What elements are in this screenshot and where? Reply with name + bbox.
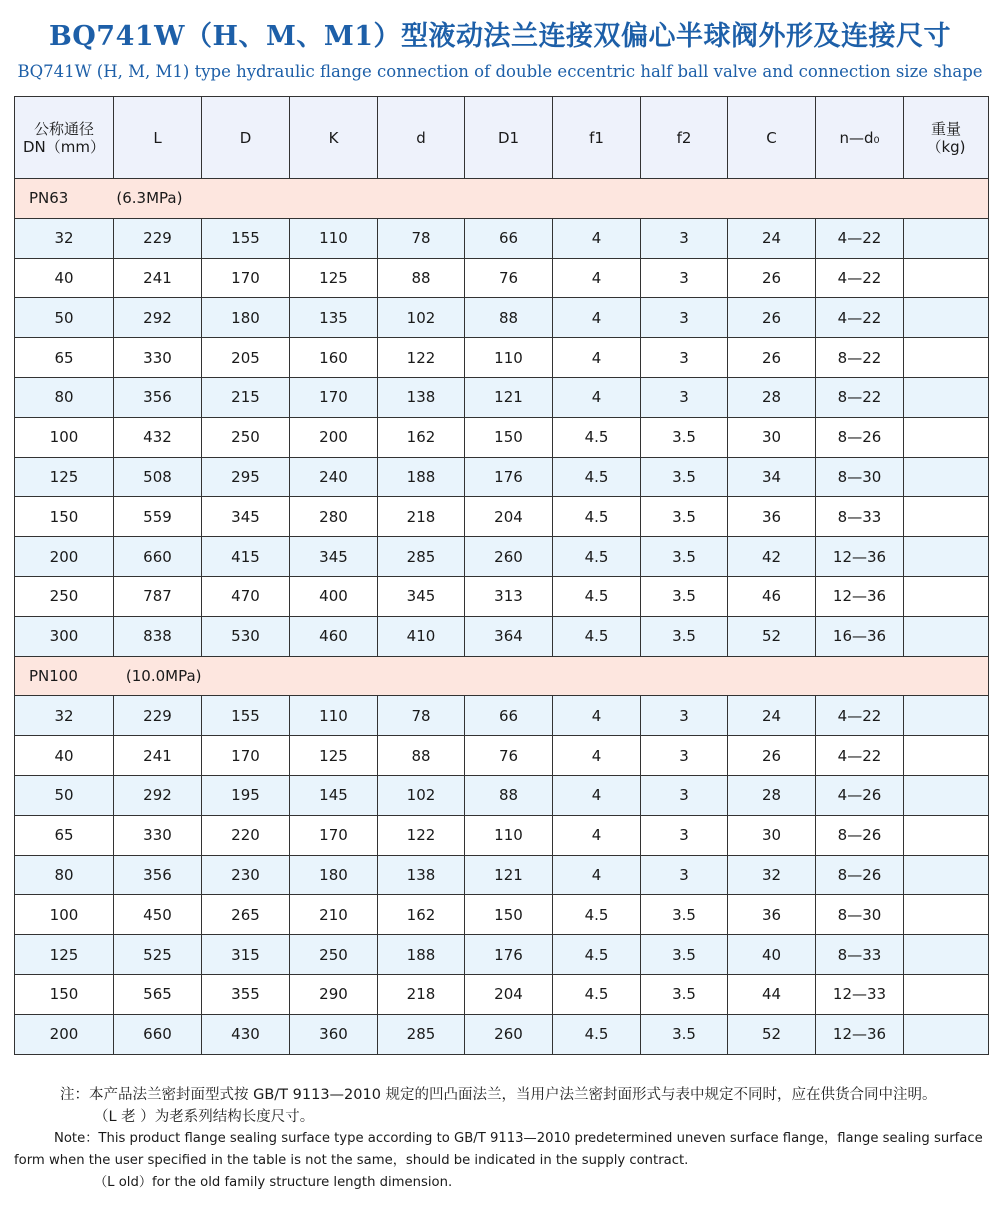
column-header-label: K <box>328 128 339 147</box>
table-cell: 125 <box>15 457 114 497</box>
table-cell: 34 <box>728 457 816 497</box>
table-cell: 102 <box>378 298 465 338</box>
table-cell: 3.5 <box>641 935 728 975</box>
table-cell: 110 <box>465 815 553 855</box>
table-cell: 292 <box>114 775 202 815</box>
table-cell: 12—36 <box>816 537 904 577</box>
table-cell: 360 <box>290 1014 378 1054</box>
table-cell: 345 <box>378 576 465 616</box>
table-cell: 3 <box>641 258 728 298</box>
table-cell: 313 <box>465 576 553 616</box>
table-cell: 4—22 <box>816 298 904 338</box>
table-cell: 66 <box>465 696 553 736</box>
table-cell: 4.5 <box>553 417 641 457</box>
table-cell: 100 <box>15 895 114 935</box>
table-cell: 3.5 <box>641 497 728 537</box>
table-cell: 28 <box>728 377 816 417</box>
table-cell: 180 <box>202 298 290 338</box>
table-cell: 4.5 <box>553 537 641 577</box>
table-cell: 135 <box>290 298 378 338</box>
table-cell: 8—30 <box>816 895 904 935</box>
table-cell: 52 <box>728 616 816 656</box>
table-cell: 4—22 <box>816 736 904 776</box>
table-cell: 660 <box>114 1014 202 1054</box>
header-row <box>15 97 989 179</box>
table-row <box>15 497 989 537</box>
table-cell: 3 <box>641 775 728 815</box>
table-cell: 432 <box>114 417 202 457</box>
pressure-value: (10.0MPa) <box>125 666 202 685</box>
table-row <box>15 616 989 656</box>
table-cell: 285 <box>378 537 465 577</box>
column-header <box>15 97 114 179</box>
table-cell: 125 <box>15 935 114 975</box>
page-title: BQ741W（H、M、M1）型液动法兰连接双偏心半球阀外形及连接尺寸 <box>48 21 952 52</box>
table-cell: 364 <box>465 616 553 656</box>
table-cell: 218 <box>378 497 465 537</box>
table-cell: 3.5 <box>641 576 728 616</box>
table-cell: 8—30 <box>816 457 904 497</box>
table-cell: 44 <box>728 974 816 1014</box>
table-cell: 330 <box>114 815 202 855</box>
table-cell: 26 <box>728 258 816 298</box>
table-cell: 345 <box>290 537 378 577</box>
table-cell: 525 <box>114 935 202 975</box>
pressure-class-label: PN63 <box>29 189 69 208</box>
table-cell: 188 <box>378 935 465 975</box>
table-cell: 3.5 <box>641 537 728 577</box>
column-header <box>553 97 641 179</box>
table-cell: 121 <box>465 855 553 895</box>
table-cell: 150 <box>15 974 114 1014</box>
table-cell: 8—33 <box>816 497 904 537</box>
table-row <box>15 974 989 1014</box>
table-cell: 356 <box>114 855 202 895</box>
table-cell: 4—22 <box>816 218 904 258</box>
table-cell: 102 <box>378 775 465 815</box>
table-cell: 4 <box>553 696 641 736</box>
table-cell: 200 <box>15 537 114 577</box>
table-cell: 241 <box>114 736 202 776</box>
table-cell: 150 <box>15 497 114 537</box>
table-cell: 4 <box>553 338 641 378</box>
note-en-old: （L old）for the old family structure length dimension. <box>94 1175 453 1190</box>
table-cell: 50 <box>15 298 114 338</box>
table-cell: 4 <box>553 855 641 895</box>
table-cell: 4—22 <box>816 258 904 298</box>
table-cell: 122 <box>378 815 465 855</box>
table-row <box>15 895 989 935</box>
table-row <box>15 855 989 895</box>
table-cell <box>904 417 989 457</box>
table-row <box>15 338 989 378</box>
table-cell: 280 <box>290 497 378 537</box>
table-cell: 345 <box>202 497 290 537</box>
table-cell: 250 <box>290 935 378 975</box>
table-cell: 787 <box>114 576 202 616</box>
table-cell: 170 <box>202 736 290 776</box>
column-header <box>904 97 989 179</box>
table-cell: 4 <box>553 736 641 776</box>
table-cell: 250 <box>15 576 114 616</box>
table-cell: 40 <box>15 736 114 776</box>
column-header-label: D <box>239 128 252 147</box>
table-cell: 46 <box>728 576 816 616</box>
table-cell: 32 <box>15 218 114 258</box>
table-cell: 65 <box>15 338 114 378</box>
table-cell: 78 <box>378 696 465 736</box>
table-cell: 24 <box>728 696 816 736</box>
table-cell: 78 <box>378 218 465 258</box>
notes-section <box>14 1084 990 1194</box>
table-cell: 3 <box>641 736 728 776</box>
table-cell: 530 <box>202 616 290 656</box>
table-cell: 400 <box>290 576 378 616</box>
column-header-unit: DN（mm） <box>23 137 105 156</box>
table-cell: 3 <box>641 815 728 855</box>
table-cell: 145 <box>290 775 378 815</box>
table-cell: 110 <box>290 696 378 736</box>
table-cell: 4.5 <box>553 895 641 935</box>
column-header <box>465 97 553 179</box>
table-cell: 42 <box>728 537 816 577</box>
column-header-label: 公称通径 <box>33 119 94 138</box>
table-cell: 8—33 <box>816 935 904 975</box>
table-cell: 460 <box>290 616 378 656</box>
table-cell: 450 <box>114 895 202 935</box>
table-cell: 138 <box>378 855 465 895</box>
table-cell <box>904 935 989 975</box>
table-cell: 88 <box>465 775 553 815</box>
table-cell: 204 <box>465 497 553 537</box>
table-cell: 215 <box>202 377 290 417</box>
table-cell <box>904 1014 989 1054</box>
table-cell: 265 <box>202 895 290 935</box>
table-cell: 12—36 <box>816 1014 904 1054</box>
table-cell: 8—26 <box>816 815 904 855</box>
table-cell: 3 <box>641 338 728 378</box>
table-cell <box>904 377 989 417</box>
table-cell: 4—26 <box>816 775 904 815</box>
column-header-label: n—d₀ <box>839 128 880 147</box>
table-cell: 170 <box>290 377 378 417</box>
table-row <box>15 298 989 338</box>
table-cell: 180 <box>290 855 378 895</box>
table-cell: 240 <box>290 457 378 497</box>
pressure-value: (6.3MPa) <box>116 189 183 208</box>
table-cell: 230 <box>202 855 290 895</box>
table-cell: 30 <box>728 417 816 457</box>
table-cell: 4 <box>553 815 641 855</box>
table-cell: 4 <box>553 298 641 338</box>
table-cell: 3 <box>641 377 728 417</box>
table-cell: 100 <box>15 417 114 457</box>
table-cell: 241 <box>114 258 202 298</box>
table-cell: 4 <box>553 218 641 258</box>
table-cell: 110 <box>290 218 378 258</box>
table-cell: 4 <box>553 377 641 417</box>
pressure-group-cell <box>15 656 989 696</box>
table-cell: 200 <box>15 1014 114 1054</box>
table-cell: 470 <box>202 576 290 616</box>
table-cell: 24 <box>728 218 816 258</box>
table-cell: 4.5 <box>553 935 641 975</box>
table-cell: 188 <box>378 457 465 497</box>
table-cell: 52 <box>728 1014 816 1054</box>
table-cell: 80 <box>15 377 114 417</box>
table-cell: 205 <box>202 338 290 378</box>
table-cell: 155 <box>202 696 290 736</box>
table-cell: 110 <box>465 338 553 378</box>
column-header-unit: （kg) <box>926 137 966 156</box>
column-header-label: f1 <box>589 128 604 147</box>
table-cell: 220 <box>202 815 290 855</box>
table-cell: 40 <box>728 935 816 975</box>
table-cell <box>904 537 989 577</box>
table-cell: 660 <box>114 537 202 577</box>
table-cell: 229 <box>114 696 202 736</box>
table-cell: 138 <box>378 377 465 417</box>
table-cell: 260 <box>465 1014 553 1054</box>
table-cell: 80 <box>15 855 114 895</box>
table-cell: 4.5 <box>553 457 641 497</box>
table-cell: 150 <box>465 895 553 935</box>
column-header <box>202 97 290 179</box>
table-cell: 36 <box>728 895 816 935</box>
table-cell: 26 <box>728 736 816 776</box>
table-cell: 300 <box>15 616 114 656</box>
table-cell: 290 <box>290 974 378 1014</box>
table-row <box>15 537 989 577</box>
table-cell: 121 <box>465 377 553 417</box>
table-cell <box>904 736 989 776</box>
table-row <box>15 935 989 975</box>
table-row <box>15 815 989 855</box>
table-cell <box>904 895 989 935</box>
table-cell: 26 <box>728 338 816 378</box>
pressure-group-row <box>15 656 989 696</box>
table-cell: 3.5 <box>641 457 728 497</box>
table-cell: 162 <box>378 417 465 457</box>
table-cell: 170 <box>202 258 290 298</box>
column-header <box>641 97 728 179</box>
table-cell: 565 <box>114 974 202 1014</box>
table-cell: 200 <box>290 417 378 457</box>
table-cell: 40 <box>15 258 114 298</box>
table-cell <box>904 457 989 497</box>
table-cell: 415 <box>202 537 290 577</box>
table-cell: 125 <box>290 736 378 776</box>
column-header <box>728 97 816 179</box>
table-row <box>15 696 989 736</box>
table-cell: 50 <box>15 775 114 815</box>
table-cell: 285 <box>378 1014 465 1054</box>
column-header-label: 重量 <box>930 119 961 138</box>
table-cell: 229 <box>114 218 202 258</box>
column-header <box>816 97 904 179</box>
note-cn-old: （L 老 ）为老系列结构长度尺寸。 <box>94 1109 315 1125</box>
table-cell: 65 <box>15 815 114 855</box>
table-cell <box>904 258 989 298</box>
table-cell: 66 <box>465 218 553 258</box>
table-cell: 36 <box>728 497 816 537</box>
table-cell: 4.5 <box>553 1014 641 1054</box>
column-header-label: C <box>766 128 777 147</box>
pressure-group-cell <box>15 179 989 219</box>
note-en-main: Note：This product flange sealing surface type according to GB/T 9113—2010 predetermined uneven surface flange，flange sealing surface form when the user specified in the table is not the same，should be indicated in the supply contract. <box>14 1131 983 1168</box>
column-header-label: L <box>153 128 162 147</box>
table-cell: 12—33 <box>816 974 904 1014</box>
table-cell: 88 <box>378 258 465 298</box>
table-cell: 410 <box>378 616 465 656</box>
table-cell: 3 <box>641 696 728 736</box>
table-cell <box>904 298 989 338</box>
table-cell: 170 <box>290 815 378 855</box>
table-cell: 12—36 <box>816 576 904 616</box>
table-cell: 838 <box>114 616 202 656</box>
page-subtitle: BQ741W (H, M, M1) type hydraulic flange connection of double eccentric half ball valve and connection size shape <box>17 62 983 81</box>
table-cell: 8—26 <box>816 855 904 895</box>
table-cell: 4—22 <box>816 696 904 736</box>
dimension-table <box>14 96 989 1055</box>
table-cell: 4.5 <box>553 576 641 616</box>
table-cell: 195 <box>202 775 290 815</box>
table-cell: 125 <box>290 258 378 298</box>
table-cell <box>904 855 989 895</box>
table-cell: 150 <box>465 417 553 457</box>
column-header-label: d <box>416 128 426 147</box>
table-cell: 32 <box>15 696 114 736</box>
table-row <box>15 736 989 776</box>
table-cell: 292 <box>114 298 202 338</box>
table-row <box>15 218 989 258</box>
table-cell <box>904 218 989 258</box>
table-cell: 250 <box>202 417 290 457</box>
column-header <box>290 97 378 179</box>
table-cell: 26 <box>728 298 816 338</box>
table-cell: 4.5 <box>553 974 641 1014</box>
table-cell: 559 <box>114 497 202 537</box>
table-cell: 28 <box>728 775 816 815</box>
table-cell: 176 <box>465 935 553 975</box>
table-cell: 430 <box>202 1014 290 1054</box>
table-cell: 3.5 <box>641 417 728 457</box>
table-cell: 162 <box>378 895 465 935</box>
table-cell: 8—22 <box>816 377 904 417</box>
column-header <box>378 97 465 179</box>
table-cell: 3 <box>641 298 728 338</box>
table-cell: 155 <box>202 218 290 258</box>
table-cell: 3 <box>641 218 728 258</box>
table-cell <box>904 338 989 378</box>
table-row <box>15 258 989 298</box>
table-cell: 210 <box>290 895 378 935</box>
table-cell <box>904 974 989 1014</box>
table-cell: 330 <box>114 338 202 378</box>
column-header <box>114 97 202 179</box>
table-cell: 3 <box>641 855 728 895</box>
table-row <box>15 576 989 616</box>
table-cell: 508 <box>114 457 202 497</box>
table-cell <box>904 815 989 855</box>
table-cell: 122 <box>378 338 465 378</box>
table-row <box>15 417 989 457</box>
table-row <box>15 775 989 815</box>
table-cell: 4 <box>553 775 641 815</box>
table-cell: 32 <box>728 855 816 895</box>
table-cell <box>904 576 989 616</box>
column-header-label: f2 <box>676 128 692 147</box>
table-cell: 3.5 <box>641 974 728 1014</box>
column-header-label: D1 <box>497 128 520 147</box>
table-cell: 218 <box>378 974 465 1014</box>
table-cell: 3.5 <box>641 616 728 656</box>
table-cell: 3.5 <box>641 895 728 935</box>
table-cell: 3.5 <box>641 1014 728 1054</box>
table-cell: 260 <box>465 537 553 577</box>
table-cell: 76 <box>465 258 553 298</box>
table-cell: 4.5 <box>553 616 641 656</box>
table-cell: 295 <box>202 457 290 497</box>
table-cell <box>904 497 989 537</box>
table-cell: 315 <box>202 935 290 975</box>
pressure-group-row <box>15 179 989 219</box>
table-cell <box>904 775 989 815</box>
table-row <box>15 457 989 497</box>
note-cn-main: 注：本产品法兰密封面型式按 GB/T 9113—2010 规定的凹凸面法兰，当用户法兰密封面形式与表中规定不同时，应在供货合同中注明。 <box>60 1087 937 1103</box>
table-cell: 176 <box>465 457 553 497</box>
table-cell: 356 <box>114 377 202 417</box>
table-cell: 204 <box>465 974 553 1014</box>
table-cell: 160 <box>290 338 378 378</box>
table-cell: 355 <box>202 974 290 1014</box>
table-cell: 30 <box>728 815 816 855</box>
table-cell: 76 <box>465 736 553 776</box>
table-row <box>15 1014 989 1054</box>
table-cell: 4 <box>553 258 641 298</box>
table-cell: 4.5 <box>553 497 641 537</box>
table-row <box>15 377 989 417</box>
table-cell: 16—36 <box>816 616 904 656</box>
table-cell <box>904 616 989 656</box>
table-cell: 8—26 <box>816 417 904 457</box>
pressure-class-label: PN100 <box>29 666 78 685</box>
table-cell: 8—22 <box>816 338 904 378</box>
table-cell: 88 <box>465 298 553 338</box>
table-cell <box>904 696 989 736</box>
table-cell: 88 <box>378 736 465 776</box>
